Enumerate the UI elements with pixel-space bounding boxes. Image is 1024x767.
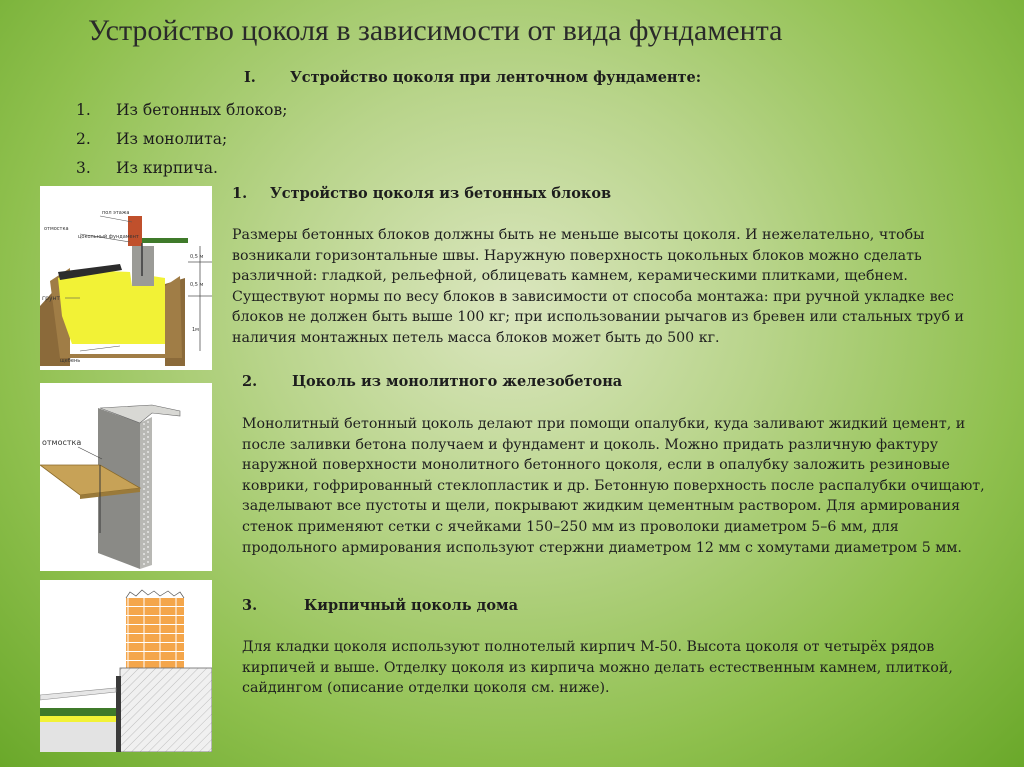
section-1-heading: 1. Устройство цоколя из бетонных блоков [232, 185, 612, 202]
main-section-heading [244, 69, 701, 86]
main-section-number: I. [244, 69, 256, 86]
fig1-label-blind-area: отмостка [44, 226, 69, 232]
figure-brick [40, 580, 212, 752]
section-3-heading: 3. Кирпичный цоколь дома [242, 597, 518, 614]
list-item: 3. Из кирпича. [76, 159, 218, 177]
slide-title: Устройство цоколя в зависимости от вида фундамента [88, 14, 783, 47]
section-2-heading: 2. Цоколь из монолитного железобетона [242, 373, 623, 390]
fig1-label-base-block: цокольный фундамент [78, 234, 139, 240]
figure-monolithic [40, 383, 212, 571]
figure-concrete-blocks [40, 186, 212, 370]
list-item: 1. Из бетонных блоков; [76, 101, 288, 119]
fig2-label-blind-area: отмостка [42, 438, 82, 447]
list-item: 2. Из монолита; [76, 130, 228, 148]
section-3-text: Для кладки цоколя используют полнотелый кирпич М-50. Высота цоколя от четырёх рядов кирпичей и выше. Отделку цоколя из кирпича можно делать естественным камнем, плиткой, сайдингом (описание отделки цоколя см. ниже). [242, 639, 953, 697]
fig1-label-dim2: 0,5 м [190, 282, 204, 288]
fig1-label-dim1: 0,5 м [190, 254, 204, 260]
fig1-label-cushion: щебень [60, 358, 81, 364]
fig1-label-dim3: 1м [192, 327, 199, 333]
section-2-text: Монолитный бетонный цоколь делают при помощи опалубки, куда заливают жидкий цемент, и после заливки бетона получаем и фундамент и цоколь. Можно придать различную фактуру наружной поверхности монолитного бетонного цоколя, если в опалубку заложить резиновые коврики, гофрированный стеклопластик и др. Бетонную поверхность после распалубки очищают, заделывают все пустоты и щели, покрывают жидким цементным раствором. Для армирования стенок применяют сетки с ячейками 150–250 мм из проволоки диаметром 5–6 мм, для продольного армирования используют стержни диаметром 12 мм с хомутами диаметром 5 мм. [242, 416, 985, 556]
fig1-label-ground: грунт [42, 295, 60, 302]
section-1-text: Размеры бетонных блоков должны быть не меньше высоты цоколя. И нежелательно, чтобы возникали горизонтальные швы. Наружную поверхность цокольных блоков можно сделать различной: гладкой, рельефной, облицевать камнем, керамическими плитками, щебнем. Существуют нормы по весу блоков в зависимости от способа монтажа: при ручной укладке вес блоков не должен быть выше 100 кг; при использовании рычагов из бревен или стальных труб и наличия монтажных петель масса блоков может быть до 500 кг. [232, 227, 965, 346]
foundation-type-list [76, 96, 287, 183]
fig1-label-floor: пол этажа [102, 210, 130, 216]
main-section-heading-text: Устройство цоколя при ленточном фундаменте: [290, 69, 702, 86]
